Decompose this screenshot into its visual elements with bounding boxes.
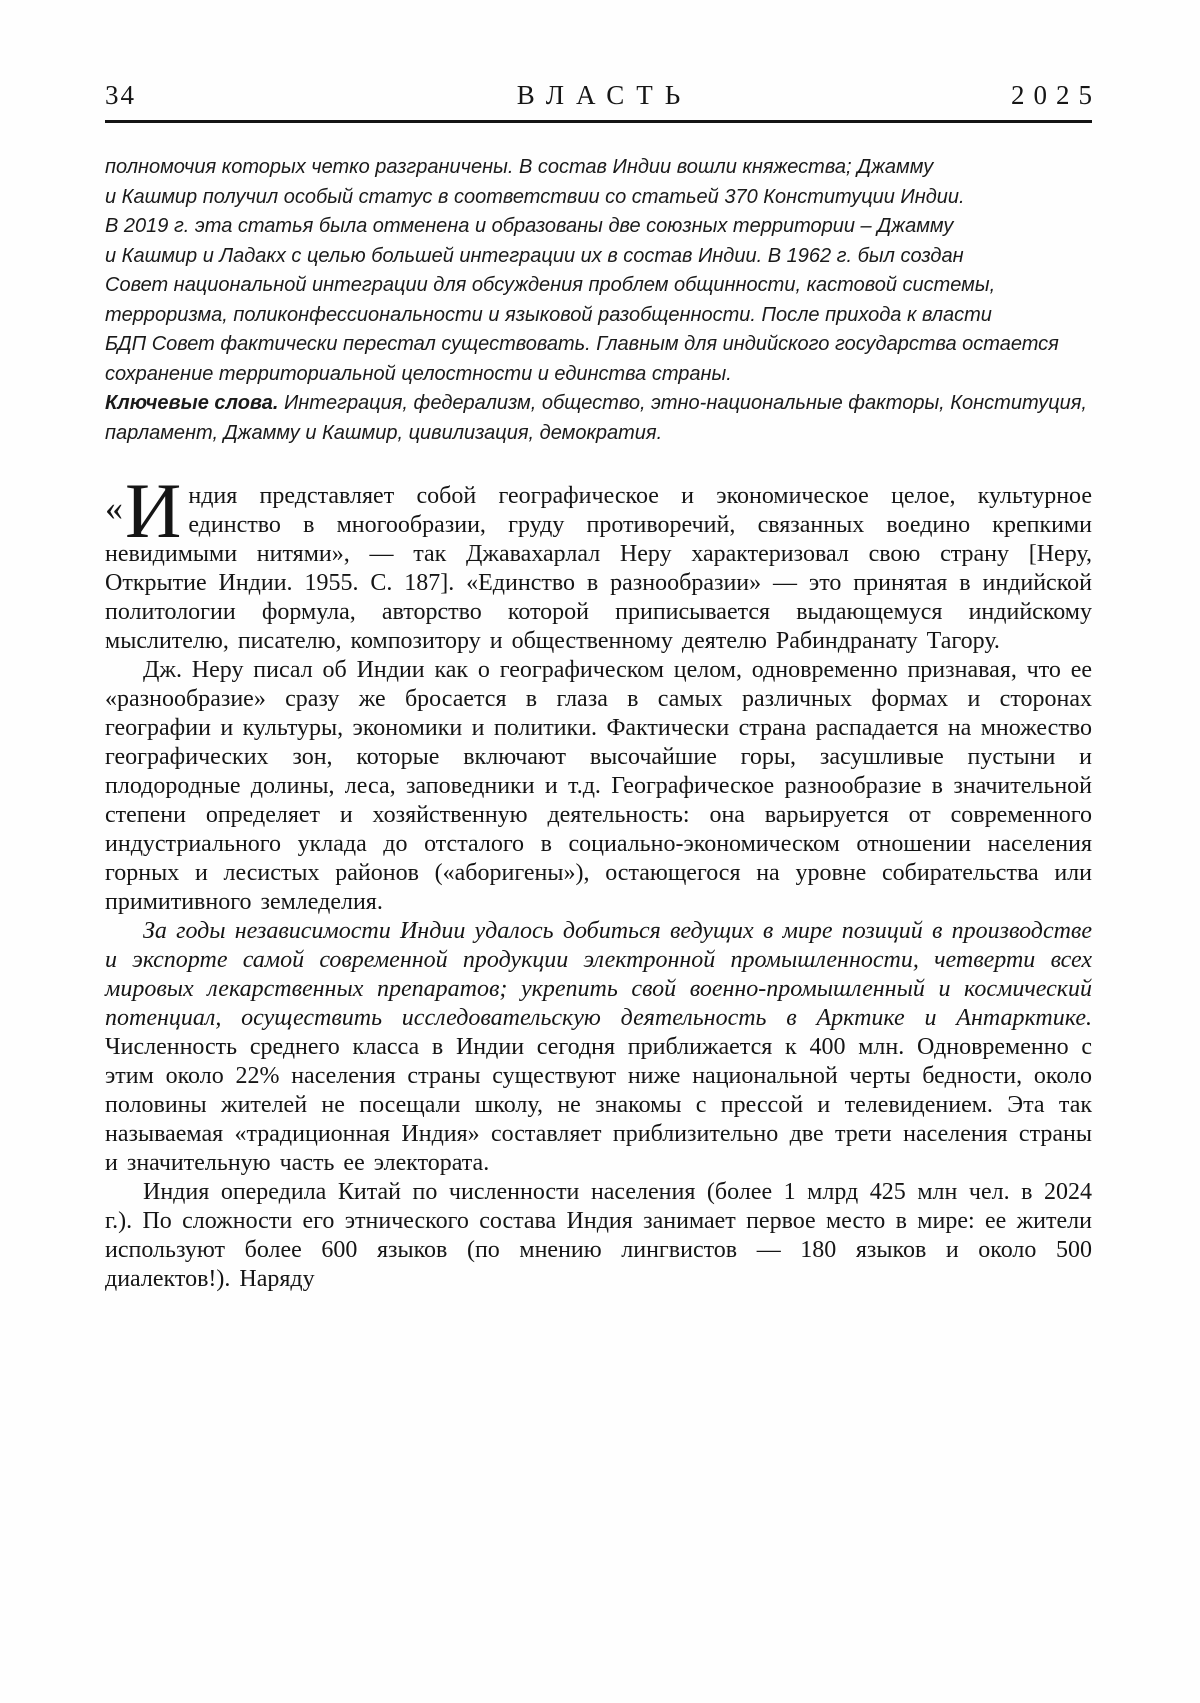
page-number: 34 xyxy=(105,80,136,110)
abstract-line: В 2019 г. эта статья была отменена и образованы две союзных территории – Джамму xyxy=(105,215,954,237)
journal-title: ВЛАСТЬ xyxy=(516,80,693,110)
opening-quote-mark: « xyxy=(105,488,123,528)
paragraph-1 xyxy=(105,467,1092,656)
keywords-text: Интеграция, федерализм, общество, этно-национальные факторы, Конституция, парламент, Джамму и Кашмир, цивилизация, демократия. xyxy=(105,392,1087,444)
abstract-line: БДП Совет фактически перестал существовать. Главным для индийского государства остается xyxy=(105,333,1059,355)
abstract-line: полномочия которых четко разграничены. В состав Индии вошли княжества; Джамму xyxy=(105,156,934,178)
abstract-line: и Кашмир и Ладакх с целью большей интеграции их в состав Индии. В 1962 г. был создан xyxy=(105,244,964,267)
dropcap-letter: И xyxy=(125,467,182,554)
dropcap xyxy=(105,467,182,554)
article-body xyxy=(105,467,1092,1294)
abstract-section xyxy=(105,153,1092,448)
abstract-line: Совет национальной интеграции для обсуждения проблем общинности, кастовой системы, xyxy=(105,274,996,296)
paragraph-3-italic: За годы независимости Индии удалось добиться ведущих в мире позиций в производстве и экспорте самой современной продукции электронной промышленности, четверти всех мировых лекарственных препаратов; укрепить свой военно-промышленный и космический потенциал, осуществить исследовательскую деятельность в Арктике и Антарктике. xyxy=(105,918,1092,1031)
abstract-line: сохранение территориальной целостности и единства страны. xyxy=(105,362,732,385)
keywords-label: Ключевые слова. xyxy=(105,392,279,414)
paragraph-4: Индия опередила Китай по численности населения (более 1 млрд 425 млн чел. в 2024 г.). По сложности его этнического состава Индия занимает первое место в мире: ее жители используют более 600 языков (по мнению лингвистов — 180 языков и около 500 диалектов!). Наряду xyxy=(105,1179,1092,1292)
paragraph-3-regular: Численность среднего класса в Индии сегодня приближается к 400 млн. Одновременно с этим около 22% населения страны существуют ниже национальной черты бедности, около половины жителей не посещали школу, не знакомы с прессой и телевидением. Эта так называемая «традиционная Индия» составляет приблизительно две трети населения страны и значительную часть ее электората. xyxy=(105,1034,1092,1176)
page-header xyxy=(105,80,1101,111)
abstract-line: терроризма, поликонфессиональности и языковой разобщенности. После прихода к власти xyxy=(105,303,992,326)
paragraph-3 xyxy=(105,917,1092,1178)
header-rule xyxy=(105,120,1092,123)
journal-year: 2025 xyxy=(1011,80,1101,110)
paragraph-2: Дж. Неру писал об Индии как о географическом целом, одновременно признавая, что ее «разнообразие» сразу же бросается в глаза в самых различных формах и сторонах географии и культуры, экономики и политики. Фактически страна распадается на множество географических зон, которые включают высочайшие горы, засушливые пустыни и плодородные долины, леса, заповедники и т.д. Географическое разнообразие в значительной степени определяет и хозяйственную деятельность: она варьируется от современного индустриального уклада до отсталого в социально-экономическом отношении населения горных и лесистых районов («аборигены»), остающегося на уровне собирательства или примитивного земледелия. xyxy=(105,657,1092,915)
paragraph-1-text: ндия представляет собой географическое и экономическое целое, культурное единство в многообразии, груду противоречий, связанных воедино крепкими невидимыми нитями», — так Джавахарлал Неру характеризовал свою страну [Неру, Открытие Индии. 1955. С. 187]. «Единство в разнообразии» — это принятая в индийской политологии формула, авторство которой приписывается выдающемуся индийскому мыслителю, писателю, композитору и общественному деятелю Рабиндранату Тагору. xyxy=(105,483,1092,654)
keywords-line xyxy=(105,389,1092,448)
abstract-line: и Кашмир получил особый статус в соответствии со статьей 370 Конституции Индии. xyxy=(105,185,965,208)
